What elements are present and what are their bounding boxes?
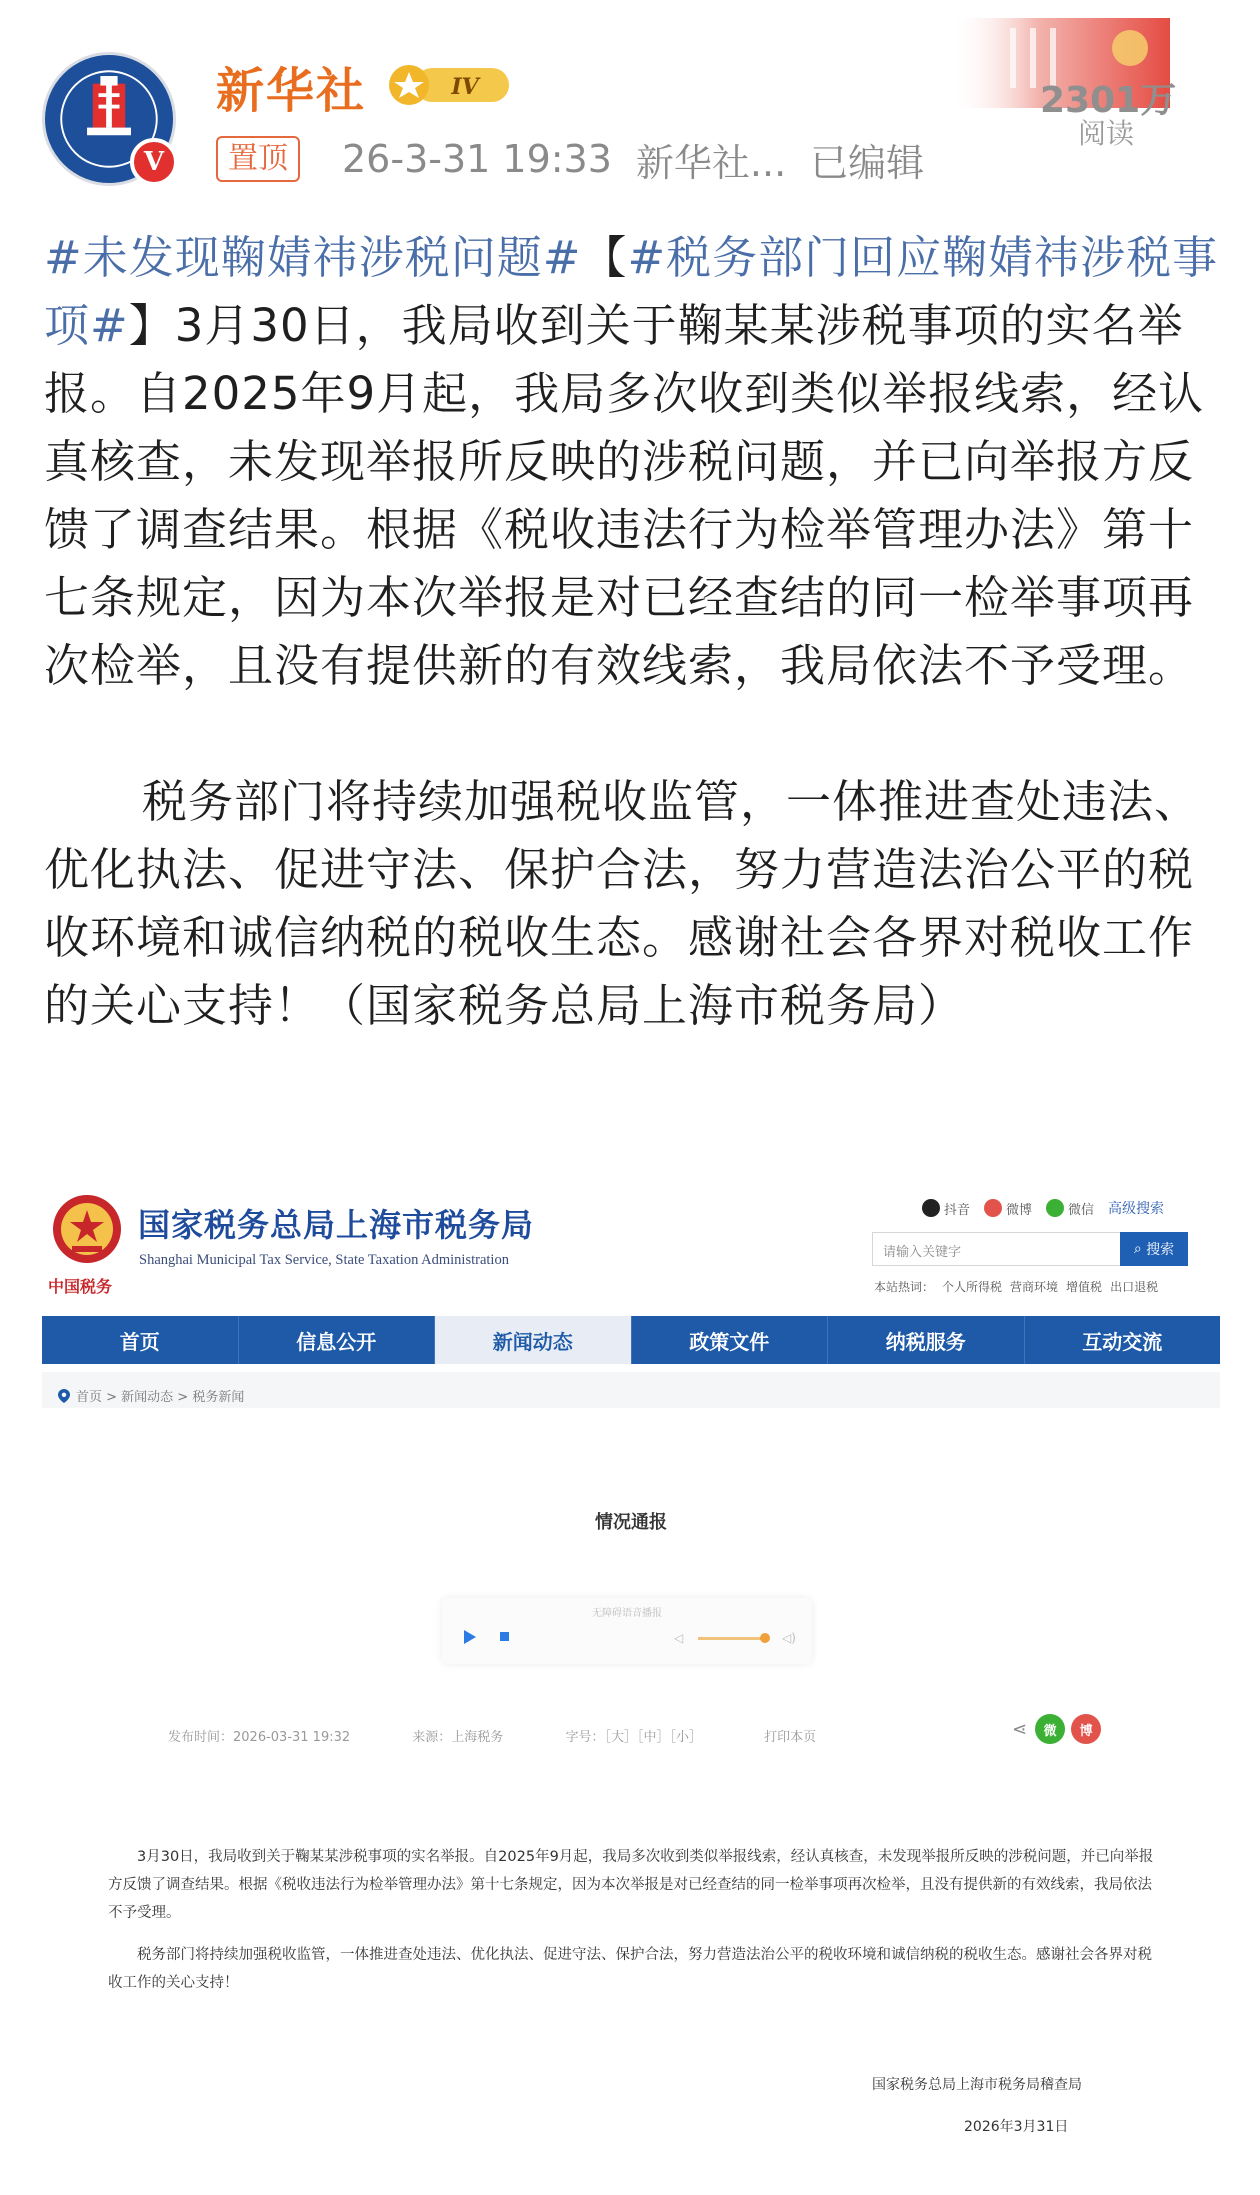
play-icon[interactable]	[464, 1630, 476, 1644]
breadcrumb	[58, 1386, 244, 1405]
china-tax-logo-text: 中国税务	[48, 1277, 113, 1296]
site-title: 国家税务总局上海市税务局	[138, 1206, 535, 1244]
wechat-link[interactable]	[1046, 1199, 1094, 1218]
article-paragraph-2: 税务部门将持续加强税收监管，一体推进查处违法、优化执法、促进守法、保护合法，努力营造法治公平的税收环境和诚信纳税的税收生态。感谢社会各界对税收工作的关心支持！	[108, 1947, 1152, 1991]
level-badge-text: IV	[451, 74, 479, 100]
search-icon: ⌕	[1133, 1241, 1147, 1257]
article-date: 2026年3月31日	[964, 2119, 1069, 2135]
site-nav	[42, 1316, 1220, 1364]
location-pin-icon	[58, 1389, 70, 1403]
audio-player	[442, 1598, 812, 1664]
post-body	[44, 224, 1224, 1040]
douyin-label: 抖音	[944, 1202, 971, 1218]
weibo-link[interactable]	[984, 1199, 1032, 1218]
volume-knob[interactable]	[760, 1633, 770, 1643]
nav-policy[interactable]: 政策文件	[632, 1316, 829, 1364]
nav-info-disclosure[interactable]: 信息公开	[239, 1316, 436, 1364]
wechat-label: 微信	[1068, 1202, 1095, 1218]
site-subtitle: Shanghai Municipal Tax Service, State Taxation Administration	[139, 1252, 509, 1268]
article-title: 情况通报	[595, 1512, 667, 1533]
bracket-close: 】	[128, 299, 175, 352]
player-label: 无障碍语音播报	[592, 1608, 662, 1619]
article-source: 来源：上海税务	[412, 1730, 504, 1745]
read-label: 阅读	[1078, 117, 1135, 150]
font-size-controls[interactable]: 字号：［大］［中］［小］	[565, 1730, 702, 1745]
hot-word-link[interactable]: 营商环境	[1010, 1280, 1059, 1294]
weibo-share-icon[interactable]: 博	[1071, 1714, 1101, 1744]
share-icons	[1012, 1714, 1107, 1744]
hashtag-link[interactable]: #未发现鞠婧祎涉税问题#	[44, 231, 582, 284]
publish-time: 发布时间：2026-03-31 19:32	[168, 1730, 351, 1745]
nav-home[interactable]: 首页	[42, 1316, 239, 1364]
volume-down-icon[interactable]: ◁	[674, 1631, 684, 1645]
article-info	[168, 1726, 874, 1745]
breadcrumb-text[interactable]: 首页 > 新闻动态 > 税务新闻	[76, 1390, 245, 1405]
stop-icon[interactable]	[500, 1632, 509, 1641]
wechat-icon	[1046, 1199, 1064, 1217]
wechat-share-icon[interactable]: 微	[1035, 1714, 1065, 1744]
social-links	[922, 1198, 1164, 1218]
post-header	[0, 0, 1260, 200]
share-icon[interactable]: ⋖	[1012, 1718, 1028, 1740]
nav-news[interactable]: 新闻动态	[435, 1316, 632, 1364]
article-paragraph-1: 3月30日，我局收到关于鞠某某涉税事项的实名举报。自2025年9月起，我局多次收到类似举报线索，经认真核查，未发现举报所反映的涉税问题，并已向举报方反馈了调查结果。根据《税收违法行为检举管理办法》第十七条规定，因为本次举报是对已经查结的同一检举事项再次检举，且没有提供新的有效线索，我局依法不予受理。	[108, 1849, 1154, 1921]
advanced-search-link[interactable]: 高级搜索	[1108, 1201, 1165, 1217]
hashtag-link[interactable]: #税务部门回应鞠婧祎涉税事项#	[44, 231, 1219, 352]
hot-words	[874, 1278, 1166, 1295]
print-link[interactable]: 打印本页	[764, 1730, 817, 1745]
nav-tax-service[interactable]: 纳税服务	[828, 1316, 1025, 1364]
site-header	[42, 1178, 1220, 1308]
post-paragraph-1	[44, 224, 1224, 700]
verified-icon: V	[130, 138, 178, 186]
pinned-tag: 置顶	[216, 136, 300, 182]
level-badge-icon	[385, 60, 513, 108]
weibo-label: 微博	[1006, 1202, 1033, 1218]
account-name[interactable]: 新华社	[216, 63, 367, 119]
hot-word-link[interactable]: 出口退税	[1110, 1280, 1159, 1294]
post-source: 新华社...	[635, 140, 787, 185]
hot-word-link[interactable]: 增值税	[1066, 1280, 1103, 1294]
weibo-icon	[984, 1199, 1002, 1217]
embedded-screenshot[interactable]	[42, 1178, 1220, 2183]
volume-up-icon[interactable]: ◁)	[782, 1631, 796, 1645]
post-paragraph-2: 税务部门将持续加强税收监管，一体推进查处违法、优化执法、促进守法、保护合法，努力营造法治公平的税收环境和诚信纳税的税收生态。感谢社会各界对税收工作的关心支持！（国家税务总局上海市税务局）	[44, 775, 1201, 1032]
nav-interaction[interactable]: 互动交流	[1082, 1329, 1163, 1354]
bracket-open: 【	[581, 231, 628, 284]
edited-label[interactable]: 已编辑	[810, 140, 925, 185]
douyin-icon	[922, 1199, 940, 1217]
read-count: 2301万	[1040, 80, 1177, 121]
douyin-link[interactable]	[922, 1199, 970, 1218]
tax-emblem-icon	[50, 1192, 124, 1266]
search-button-label: 搜索	[1146, 1242, 1175, 1258]
paragraph-text: 3月30日，我局收到关于鞠某某涉税事项的实名举报。自2025年9月起，我局多次收到类似举报线索，经认真核查，未发现举报所反映的涉税问题，并已向举报方反馈了调查结果。根据《税收违法行为检举管理办法》第十七条规定，因为本次举报是对已经查结的同一检举事项再次检举，且没有提供新的有效线索，我局依法不予受理。	[44, 299, 1205, 692]
article-signature: 国家税务总局上海市税务局稽查局	[872, 2077, 1082, 2093]
site-search-input[interactable]: 请输入关键字	[872, 1232, 1122, 1266]
volume-slider[interactable]	[698, 1637, 768, 1640]
hot-words-label: 本站热词：	[874, 1280, 935, 1294]
post-timestamp: 26-3-31 19:33	[342, 137, 612, 181]
article-body	[108, 1843, 1154, 2011]
post-meta	[216, 134, 924, 184]
hot-word-link[interactable]: 个人所得税	[942, 1280, 1003, 1294]
site-search-button[interactable]	[1120, 1232, 1188, 1266]
